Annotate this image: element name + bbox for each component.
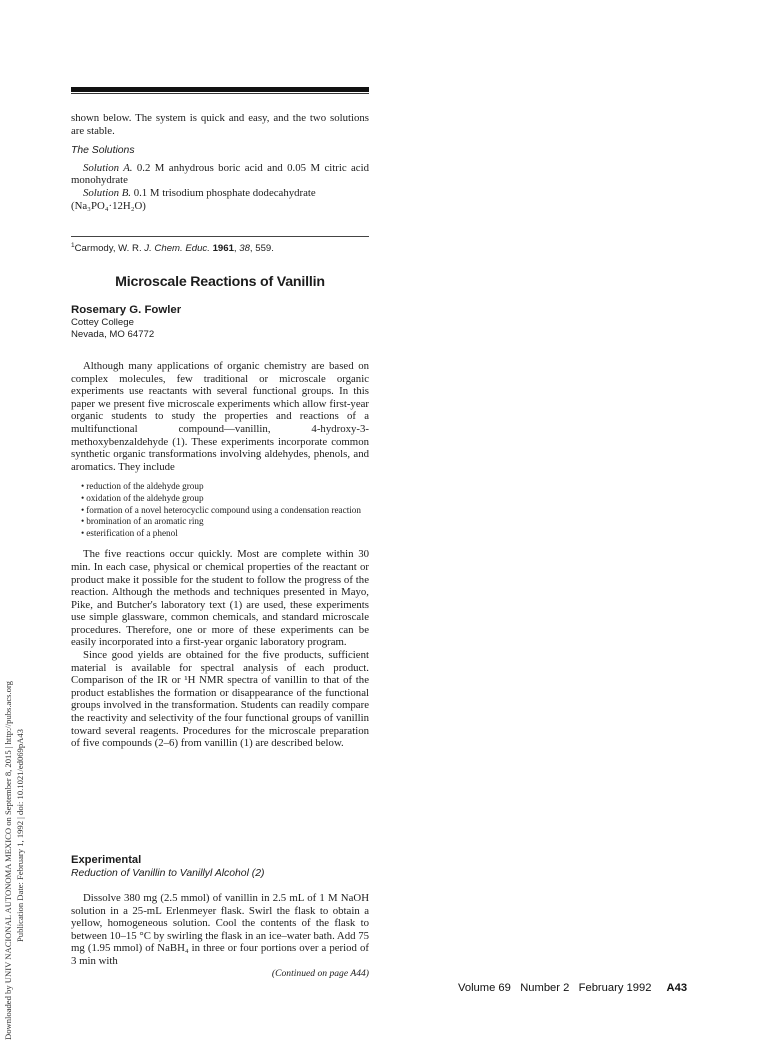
experimental-section: [71, 853, 369, 880]
reaction-list: [71, 481, 369, 539]
affiliation-institution: Cottey College: [71, 317, 134, 328]
page-footer: [458, 982, 698, 994]
footer-number: Number 2: [520, 982, 570, 994]
list-item: • oxidation of the aldehyde group: [71, 493, 369, 505]
procedure-body: [71, 892, 369, 980]
paragraph-procedure: Dissolve 380 mg (2.5 mmol) of vanillin in 2.5 mL of 1 M NaOH solution in a 25-mL Erlenmeyer flask. Swirl the flask to obtain a yellow, homogeneous solution. Cool the contents of the flask to between 10–15 °C by swirling the flask in an ice–water bath. Add 75 mg (1.95 mmol) of NaBH₄ in three or four portions over a period of 3 min with: [71, 892, 369, 967]
article-title: Microscale Reactions of Vanillin: [115, 274, 325, 290]
paragraph-intro: Although many applications of organic chemistry are based on complex molecules, few traditional or microscale organic experiments use reactants with several functional groups. In this paper we present five microscale experiments which allow first-year organic students to study the properties and reactions of a multifunctional compound—vanillin, 4-hydroxy-3-methoxybenzaldehyde (1). These experiments incorporate common synthetic organic transformations involving aldehydes, phenols, and aromatics. They include: [71, 360, 369, 473]
footnote-page: 559.: [255, 243, 274, 255]
solution-b-label: Solution B.: [83, 186, 131, 199]
download-stamp-line-2: Publication Date: February 1, 1992 | doi: 10.1021/ed069pA43: [15, 729, 25, 942]
solution-a-text: 0.2 M anhydrous boric acid and 0.05 M citric acid monohydrate: [71, 161, 370, 187]
list-item: • esterification of a phenol: [71, 528, 369, 540]
footnote-authors: Carmody, W. R.: [74, 243, 142, 255]
intro-text: shown below. The system is quick and easy, and the two solutions are stable.: [71, 112, 369, 137]
footer-date: February 1992: [578, 982, 652, 994]
list-item: • formation of a novel heterocyclic compound using a condensation reaction: [71, 505, 369, 517]
footnote-rule: [71, 236, 369, 237]
continued-note: (Continued on page A44): [271, 967, 369, 979]
procedure-subheading: Reduction of Vanillin to Vanillyl Alcohol (2): [71, 868, 265, 879]
solutions-heading: The Solutions: [71, 145, 135, 157]
previous-article-tail: [71, 112, 369, 212]
list-item: • reduction of the aldehyde group: [71, 481, 369, 493]
page-number: A43: [666, 982, 688, 994]
footnote: $^1$Carmody, W. R. J. Chem. Educ. 1961, 38, 559.: [71, 242, 274, 255]
solution-a: [71, 162, 369, 187]
article-body: [71, 360, 369, 750]
solution-b-text: 0.1 M trisodium phosphate dodecahydrate: [133, 186, 316, 199]
paragraph-overview: The five reactions occur quickly. Most are complete within 30 min. In each case, physical or chemical properties of the reactant or product make it possible for the student to follow the progress of the reaction. Although the methods and techniques presented in Mayo, Pike, and Butcher's laboratory text (1) are used, these experiments use simple glassware, common chemicals, and standard microscale procedures. Therefore, one or more of these experiments can be easily incorporated into a first-year organic laboratory program.: [71, 548, 369, 649]
experimental-heading: Experimental: [71, 854, 142, 866]
footnote-journal: J. Chem. Educ.: [144, 243, 210, 255]
footnote-volume: 38: [239, 243, 250, 255]
solution-a-label: Solution A.: [83, 161, 133, 174]
footnote-mark: 1: [71, 242, 75, 249]
author-name: Rosemary G. Fowler: [71, 304, 182, 316]
download-stamp-line-1: Downloaded by UNIV NACIONAL AUTONOMA MEXICO on September 8, 2015 | http://pubs.acs.org: [3, 681, 13, 1040]
affiliation-address: Nevada, MO 64772: [71, 328, 155, 340]
footer-volume: Volume 69: [458, 982, 511, 994]
footnote-year: 1961: [212, 243, 234, 255]
solution-b: [71, 187, 369, 212]
author-block: [71, 303, 369, 340]
download-stamp: [0, 300, 25, 1040]
top-thick-rule: [71, 87, 369, 92]
top-thin-rule: [71, 93, 369, 94]
list-item: • bromination of an aromatic ring: [71, 516, 369, 528]
solution-b-formula: (Na₃PO₄·12H₂O): [71, 199, 146, 212]
paragraph-spectra: Since good yields are obtained for the five products, sufficient material is available for spectral analysis of each product. Comparison of the IR or ¹H NMR spectra of vanillin to that of the product establishes the formation or disappearance of the functional groups involved in the transformation. Students can readily compare the reactivity and selectivity of the four functional groups of vanillin toward several reagents. Procedures for the microscale preparation of five compounds (2–6) from vanillin (1) are described below.: [71, 649, 369, 750]
